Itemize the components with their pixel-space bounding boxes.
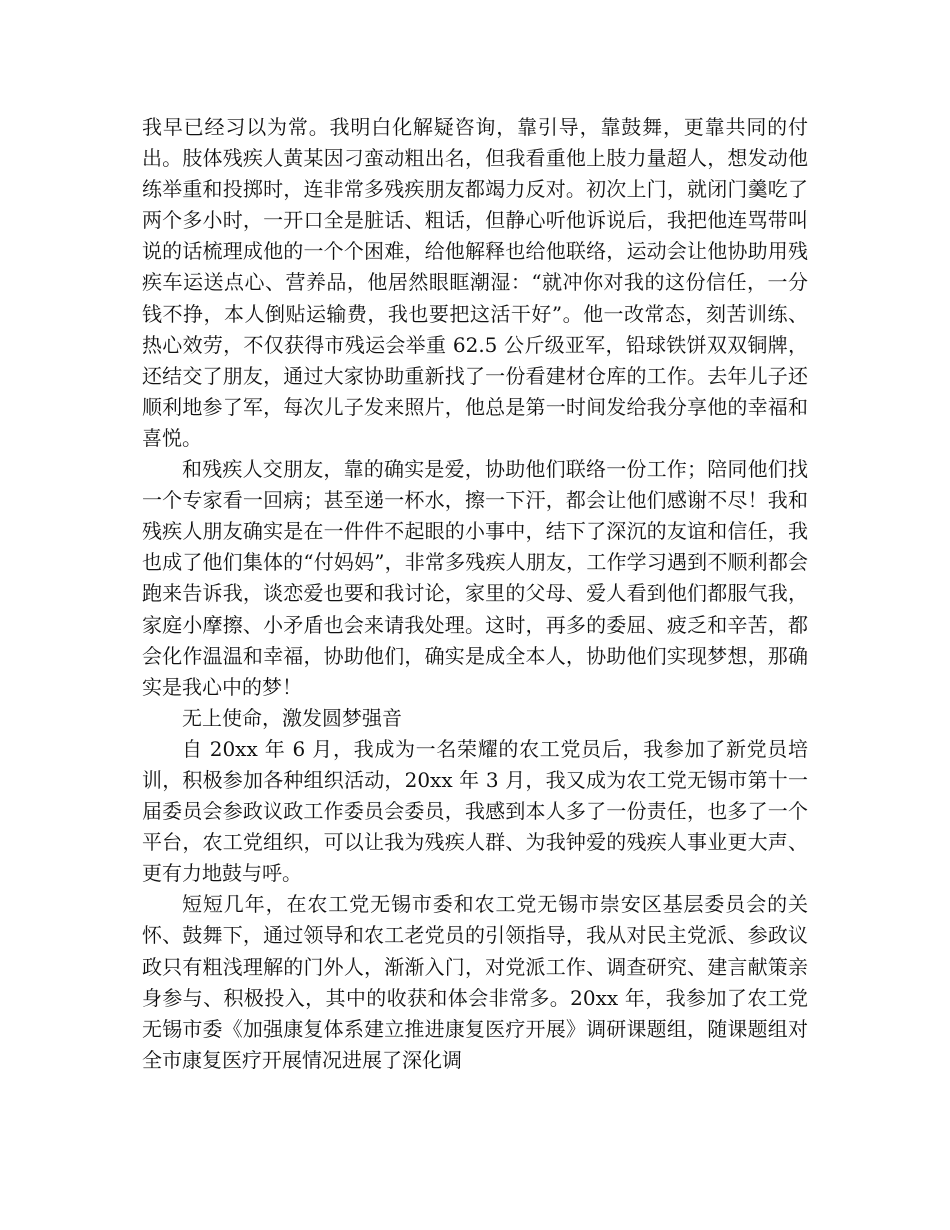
document-body	[142, 112, 808, 1076]
section-heading: 无上使命，激发圆梦强音	[182, 705, 402, 730]
paragraph-1: 我早已经习以为常。我明白化解疑咨询，靠引导，靠鼓舞，更靠共同的付出。肢体残疾人黄某因刁蛮动粗出名，但我看重他上肢力量超人，想发动他练举重和投掷时，连非常多残疾朋友都竭力反对。初次上门，就闭门羹吃了两个多小时，一开口全是脏话、粗话，但静心听他诉说后，我把他连骂带叫说的话梳理成他的一个个困难，给他解释也给他联络，运动会让他协助用残疾车运送点心、营养品，他居然眼眶潮湿：“就冲你对我的这份信任，一分钱不挣，本人倒贴运输费，我也要把这活干好”。他一改常态，刻苦训练、热心效劳，不仅获得市残运会举重 62.5 公斤级亚军，铅球铁饼双双铜牌，还结交了朋友，通过大家协助重新找了一份看建材仓库的工作。去年儿子还顺利地参了军，每次儿子发来照片，他总是第一时间发给我分享他的幸福和喜悦。	[142, 115, 808, 450]
paragraph-3: 自 20xx 年 6 月，我成为一名荣耀的农工党员后，我参加了新党员培训，积极参加各种组织活动，20xx 年 3 月，我又成为农工党无锡市第十一届委员会参政议政工作委员会委员，我感到本人多了一份责任，也多了一个平台，农工党组织，可以让我为残疾人群、为我钟爱的残疾人事业更大声、更有力地鼓与呼。	[142, 736, 808, 886]
paragraph-4: 短短几年，在农工党无锡市委和农工党无锡市崇安区基层委员会的关怀、鼓舞下，通过领导和农工老党员的引领指导，我从对民主党派、参政议政只有粗浅理解的门外人，渐渐入门，对党派工作、调查研究、建言献策亲身参与、积极投入，其中的收获和体会非常多。20xx 年，我参加了农工党无锡市委《加强康复体系建立推进康复医疗开展》调研课题组，随课题组对全市康复医疗开展情况进展了深化调	[142, 892, 808, 1072]
paragraph-2: 和残疾人交朋友，靠的确实是爱，协助他们联络一份工作；陪同他们找一个专家看一回病；甚至递一杯水，擦一下汗，都会让他们感谢不尽！我和残疾人朋友确实是在一件件不起眼的小事中，结下了深沉的友谊和信任，我也成了他们集体的“付妈妈”，非常多残疾人朋友，工作学习遇到不顺利都会跑来告诉我，谈恋爱也要和我讨论，家里的父母、爱人看到他们都服气我，家庭小摩擦、小矛盾也会来请我处理。这时，再多的委屈、疲乏和辛苦，都会化作温温和幸福，协助他们，确实是成全本人，协助他们实现梦想，那确实是我心中的梦！	[142, 457, 808, 699]
